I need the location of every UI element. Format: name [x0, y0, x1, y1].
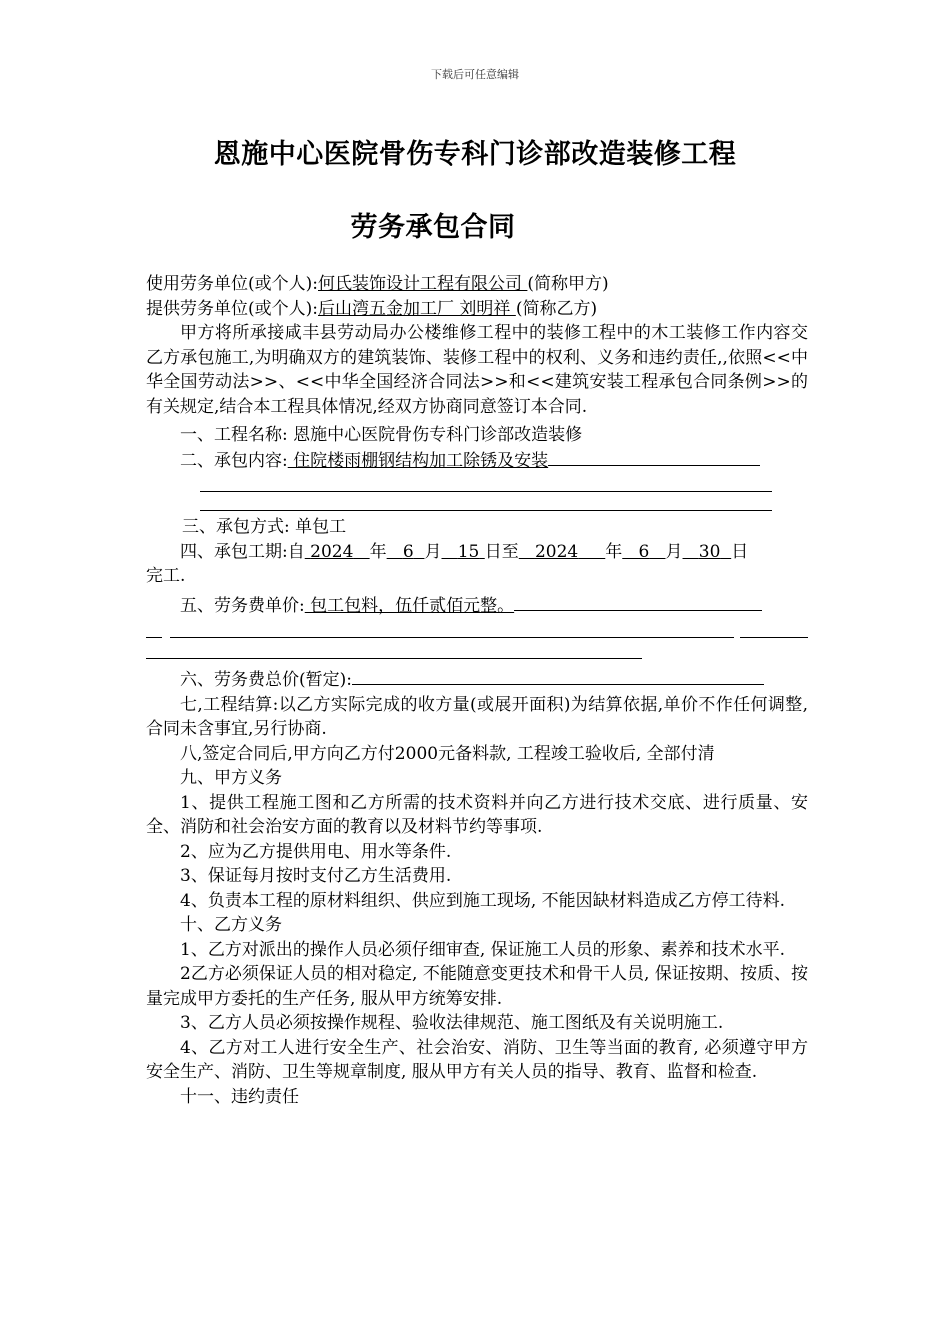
day-label: 日 — [731, 541, 749, 562]
item2-label: 二、承包内容: — [180, 450, 288, 471]
day-to-label: 日至 — [484, 541, 519, 562]
blank-rule-3c — [740, 620, 808, 638]
item3-value: 单包工 — [289, 517, 347, 537]
party-b-line — [146, 297, 808, 322]
item2-blank — [548, 448, 760, 466]
contract-title-line1: 恩施中心医院骨伤专科门诊部改造装修工程 — [213, 139, 737, 170]
header-note: 下载后可任意编辑 — [431, 68, 519, 81]
blank-rule-3a — [146, 620, 162, 638]
start-month: 6 — [402, 541, 414, 562]
month-label-2: 月 — [665, 541, 683, 562]
year-label-1: 年 — [369, 541, 387, 562]
contract-body — [146, 272, 808, 1109]
item4-label: 四、承包工期:自 — [180, 541, 305, 562]
party-b-suffix: (简称乙方) — [515, 298, 598, 319]
item3-label: 三、承包方式: — [182, 517, 290, 537]
item10-clause-4: 4、乙方对工人进行安全生产、社会治安、消防、卫生等当面的教育, 必须遵守甲方安全生产、消防、卫生等规章制度, 服从甲方有关人员的指导、教育、监督和检查. — [146, 1037, 808, 1082]
party-a-line — [146, 272, 808, 297]
end-day: 30 — [698, 541, 721, 562]
month-label-1: 月 — [424, 541, 442, 562]
start-day: 15 — [457, 541, 480, 562]
item2-line — [146, 448, 808, 474]
item9-clause-2: 2、应为乙方提供用电、用水等条件. — [180, 841, 452, 862]
item6-line — [146, 667, 808, 693]
blank-rule-1 — [200, 473, 772, 492]
year-label-2: 年 — [605, 541, 623, 562]
item6-label: 六、劳务费总价(暂定): — [180, 670, 352, 690]
blank-rule-2 — [200, 492, 772, 511]
party-a-suffix: (简称甲方) — [527, 274, 609, 294]
item9-clause-1: 1、提供工程施工图和乙方所需的技术资料并向乙方进行技术交底、进行质量、安全、消防和社会治安方面的教育以及材料节约等事项. — [146, 792, 808, 837]
item10-heading: 十、乙方义务 — [180, 915, 282, 935]
start-year: 2024 — [310, 541, 354, 562]
item11-heading: 十一、违约责任 — [180, 1086, 299, 1107]
item5-value: 包工包料，伍仟贰佰元整。 — [304, 595, 515, 616]
item3-line — [146, 515, 808, 540]
item1-value: 恩施中心医院骨伤专科门诊部改造装修 — [287, 425, 583, 445]
party-b-label: 提供劳务单位(或个人): — [146, 298, 318, 319]
item9-heading: 九、甲方义务 — [180, 768, 282, 788]
item2-value: 住院楼雨棚钢结构加工除锈及安装 — [287, 450, 549, 471]
end-month: 6 — [638, 541, 650, 562]
item6-blank — [352, 667, 764, 685]
blank-rule-4 — [146, 642, 642, 659]
end-year: 2024 — [534, 541, 579, 562]
item9-clause-3: 3、保证每月按时支付乙方生活费用. — [180, 866, 452, 886]
item5-blank-rules — [146, 618, 808, 642]
item5-label: 五、劳务费单价: — [180, 595, 305, 616]
item7: 七,工程结算:以乙方实际完成的收方量(或展开面积)为结算依据,单价不作任何调整,合同未含事宜,另行协商. — [146, 694, 808, 739]
item5-line — [146, 593, 808, 619]
blank-rule-3b — [170, 620, 734, 638]
party-a-label: 使用劳务单位(或个人): — [146, 274, 318, 294]
item10-clause-1: 1、乙方对派出的操作人员必须仔细审查, 保证施工人员的形象、素养和技术水平. — [180, 939, 786, 960]
contract-title-line2: 劳务承包合同 — [350, 212, 516, 243]
item1-label: 一、工程名称: — [180, 425, 288, 445]
item4-line — [146, 540, 808, 565]
item9-clause-4: 4、负责本工程的原材料组织、供应到施工现场, 不能因缺材料造成乙方停工待料. — [180, 890, 786, 911]
item10-clause-3: 3、乙方人员必须按操作规程、验收法律规范、施工图纸及有关说明施工. — [180, 1013, 724, 1033]
item10-clause-2: 2乙方必须保证人员的相对稳定, 不能随意变更技术和骨干人员, 保证按期、按质、按量完成甲方委托的生产任务, 服从甲方统筹安排. — [146, 964, 808, 1009]
party-b-name: 后山湾五金加工厂 刘明祥 — [318, 298, 516, 319]
preamble: 甲方将所承接咸丰县劳动局办公楼维修工程中的装修工程中的木工装修工作内容交乙方承包施工,为明确双方的建筑装饰、装修工程中的权利、义务和违约责任,,依照<<中华全国劳动法>>、<<中华全国经济合同法>>和<<建筑安装工程承包合同条例>>的有关规定,结合本工程具体情况,经双方协商同意签订本合同. — [146, 323, 808, 417]
item4-end: 完工. — [146, 566, 186, 586]
item8: 八,签定合同后,甲方向乙方付2000元备料款, 工程竣工验收后, 全部付清 — [180, 743, 715, 764]
party-a-name: 何氏装饰设计工程有限公司 — [318, 274, 528, 294]
item5-blank — [514, 593, 762, 611]
item1-line — [146, 423, 808, 448]
